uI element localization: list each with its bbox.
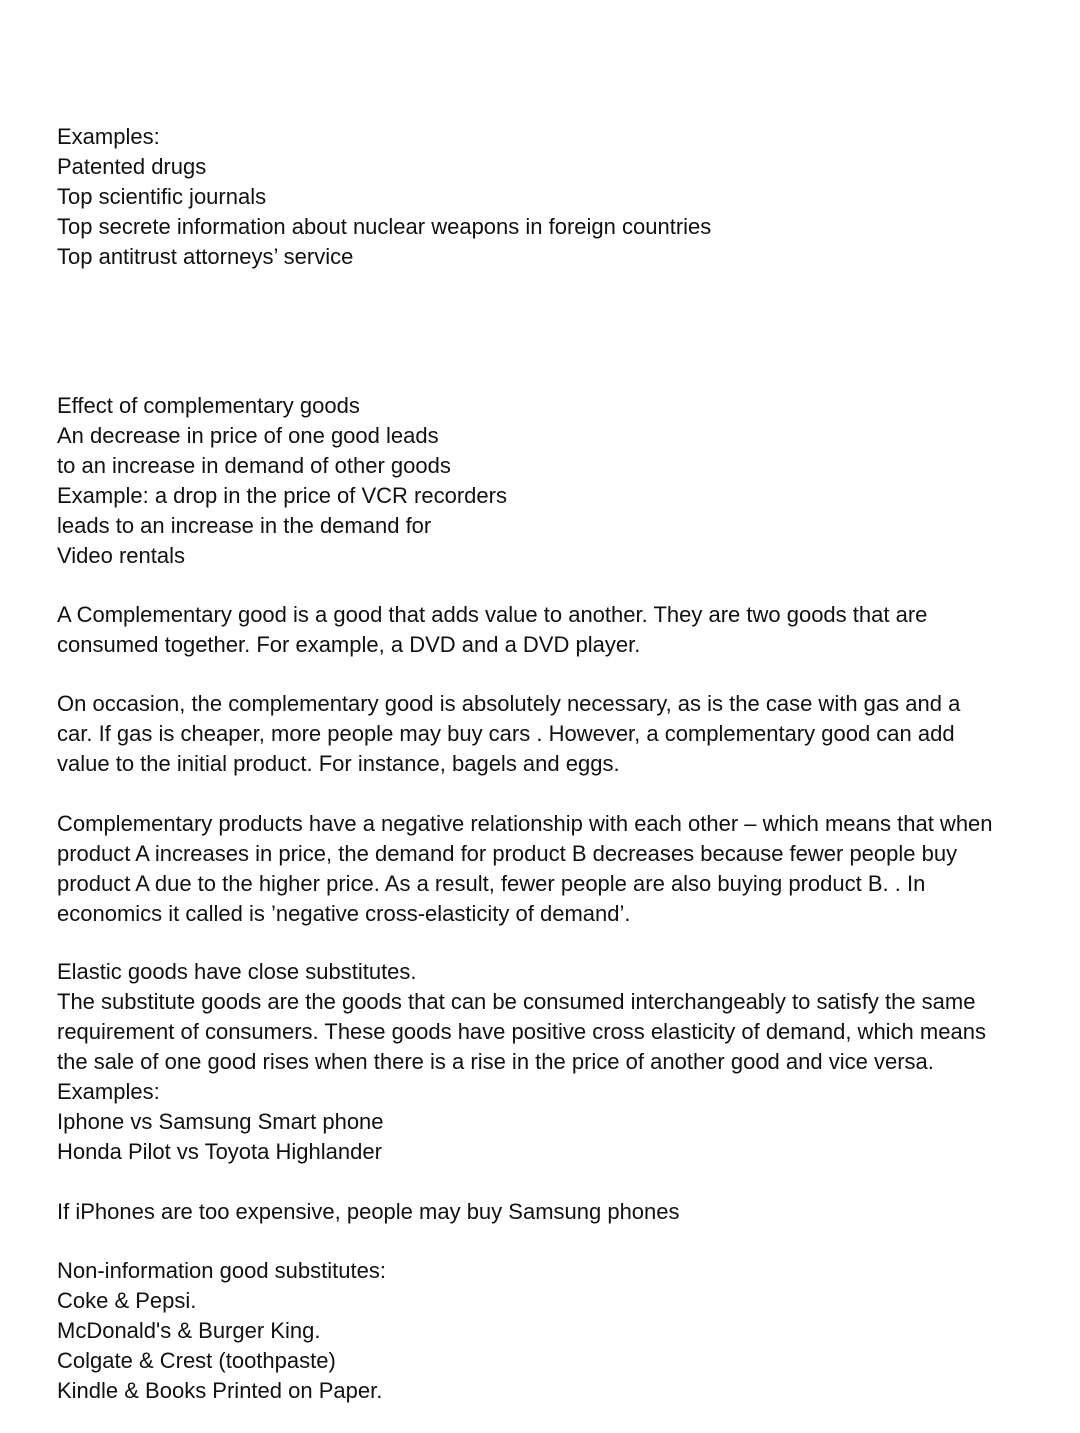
example-item: Colgate & Crest (toothpaste) [57,1348,336,1373]
example-item: Patented drugs [57,154,207,179]
text-line: Complementary products have a negative relationship with each other – which means that when [57,811,993,836]
text-line: Example: a drop in the price of VCR recorders [57,483,507,508]
text-line: consumed together. For example, a DVD and a DVD player. [57,632,641,657]
text-line: If iPhones are too expensive, people may buy Samsung phones [57,1199,680,1224]
text-line: A Complementary good is a good that adds value to another. They are two goods that are [57,602,928,627]
complementary-block [57,391,1037,571]
text-line: An decrease in price of one good leads [57,423,439,448]
text-line: leads to an increase in the demand for [57,513,432,538]
examples-heading: Examples: [57,124,160,149]
text-line: car. If gas is cheaper, more people may buy cars . However, a complementary good can add [57,721,955,746]
non-information-heading: Non-information good substitutes: [57,1258,386,1283]
relationship-paragraph [57,809,1037,929]
occasion-paragraph [57,689,1037,779]
example-item: Top secrete information about nuclear weapons in foreign countries [57,214,712,239]
substitutes-block [57,957,1037,1167]
text-line: product A due to the higher price. As a result, fewer people are also buying product B. . In [57,871,926,896]
iphone-note [57,1197,1037,1227]
text-line: the sale of one good rises when there is a rise in the price of another good and vice versa. [57,1049,934,1074]
definition-paragraph [57,600,1037,660]
examples-heading: Examples: [57,1079,160,1104]
text-line: On occasion, the complementary good is absolutely necessary, as is the case with gas and a [57,691,961,716]
complementary-heading: Effect of complementary goods [57,393,360,418]
text-line: product A increases in price, the demand for product B decreases because fewer people buy [57,841,958,866]
text-line: economics it called is ’negative cross-elasticity of demand’. [57,901,631,926]
example-item: Top scientific journals [57,184,267,209]
example-item: Iphone vs Samsung Smart phone [57,1109,384,1134]
example-item: McDonald's & Burger King. [57,1318,321,1343]
text-line: value to the initial product. For instance, bagels and eggs. [57,751,620,776]
example-item: Coke & Pepsi. [57,1288,197,1313]
text-line: The substitute goods are the goods that can be consumed interchangeably to satisfy the same [57,989,976,1014]
non-information-block [57,1256,1037,1406]
text-line: Video rentals [57,543,186,568]
text-line: requirement of consumers. These goods have positive cross elasticity of demand, which means [57,1019,986,1044]
example-item: Kindle & Books Printed on Paper. [57,1378,383,1403]
example-item: Honda Pilot vs Toyota Highlander [57,1139,382,1164]
example-item: Top antitrust attorneys’ service [57,244,354,269]
text-line: to an increase in demand of other goods [57,453,451,478]
examples-block [57,122,1037,272]
substitutes-heading: Elastic goods have close substitutes. [57,959,417,984]
